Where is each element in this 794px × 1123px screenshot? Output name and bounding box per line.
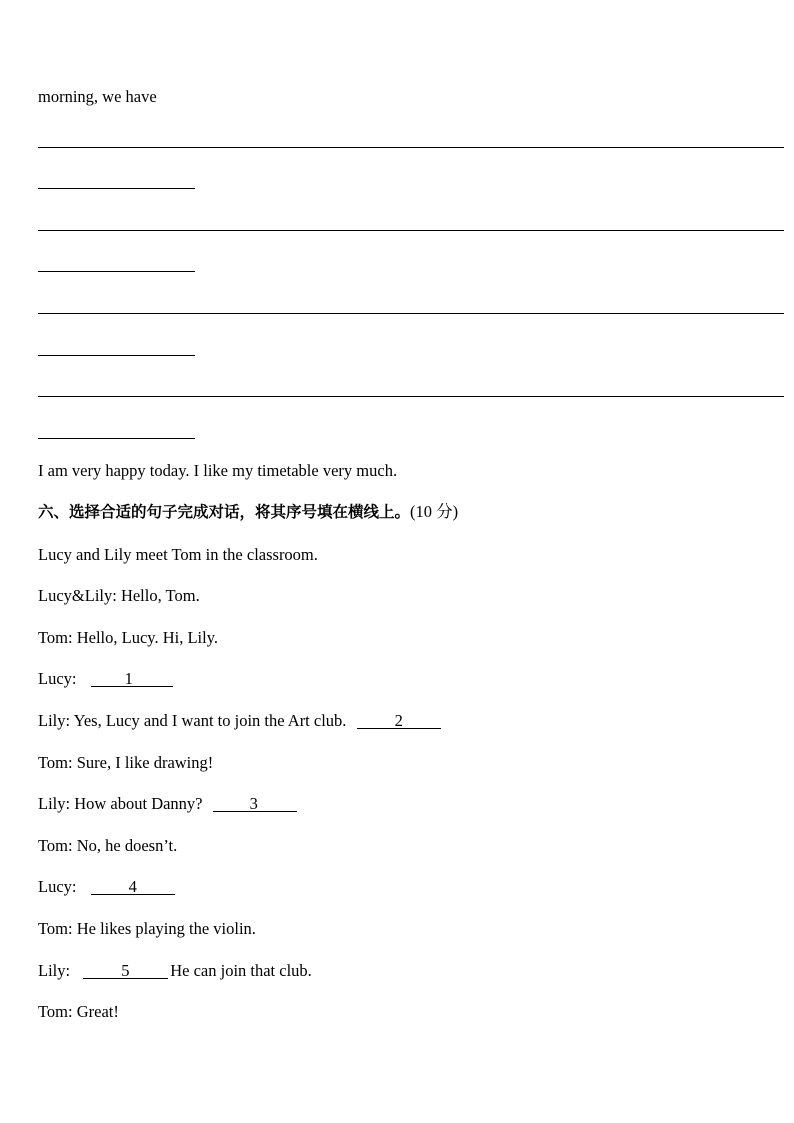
dialogue-line-6 [38, 794, 297, 814]
answer-blank-4[interactable] [91, 879, 175, 895]
answer-blank-2[interactable] [357, 713, 441, 729]
line-6-text: Lily: How about Danny? [38, 794, 203, 813]
section-score: (10 分) [410, 502, 459, 521]
dialogue-line-4 [38, 711, 441, 731]
blank-number-5: 5 [121, 961, 130, 980]
line-4-text: Lily: Yes, Lucy and I want to join the Art club. [38, 711, 347, 730]
dialogue-line-11: Tom: Great! [38, 1002, 119, 1021]
answer-line-3 [38, 313, 784, 314]
answer-blank-1[interactable] [91, 671, 173, 687]
blank-number-3: 3 [249, 794, 258, 813]
dialogue-line-5: Tom: Sure, I like drawing! [38, 753, 214, 772]
dialogue-line-2: Tom: Hello, Lucy. Hi, Lily. [38, 628, 219, 647]
section-heading [38, 502, 458, 522]
answer-line-3-end [38, 355, 195, 356]
blank-number-2: 2 [394, 711, 403, 730]
line-10-text: He can join that club. [170, 961, 312, 980]
answer-line-2-end [38, 271, 195, 272]
blank-number-1: 1 [124, 669, 133, 688]
answer-line-4-end [38, 438, 195, 439]
blank-number-4: 4 [128, 877, 137, 896]
answer-line-1 [38, 147, 784, 148]
dialogue-line-10 [38, 961, 312, 981]
dialogue-setting: Lucy and Lily meet Tom in the classroom. [38, 545, 318, 564]
intro-fragment: morning, we have [38, 87, 157, 106]
speaker-lucy-2: Lucy: [38, 877, 77, 896]
dialogue-line-3 [38, 669, 173, 689]
dialogue-line-1: Lucy&Lily: Hello, Tom. [38, 586, 200, 605]
dialogue-line-7: Tom: No, he doesn’t. [38, 836, 178, 855]
dialogue-line-9: Tom: He likes playing the violin. [38, 919, 256, 938]
dialogue-line-8 [38, 877, 175, 897]
answer-line-2 [38, 230, 784, 231]
section-heading-text: 六、选择合适的句子完成对话，将其序号填在横线上。 [38, 503, 411, 521]
speaker-lucy: Lucy: [38, 669, 77, 688]
answer-line-4 [38, 396, 784, 397]
intro-closing: I am very happy today. I like my timetable very much. [38, 461, 398, 480]
answer-blank-3[interactable] [213, 796, 297, 812]
answer-line-1-end [38, 188, 195, 189]
answer-blank-5[interactable] [83, 963, 168, 979]
speaker-lily: Lily: [38, 961, 71, 980]
